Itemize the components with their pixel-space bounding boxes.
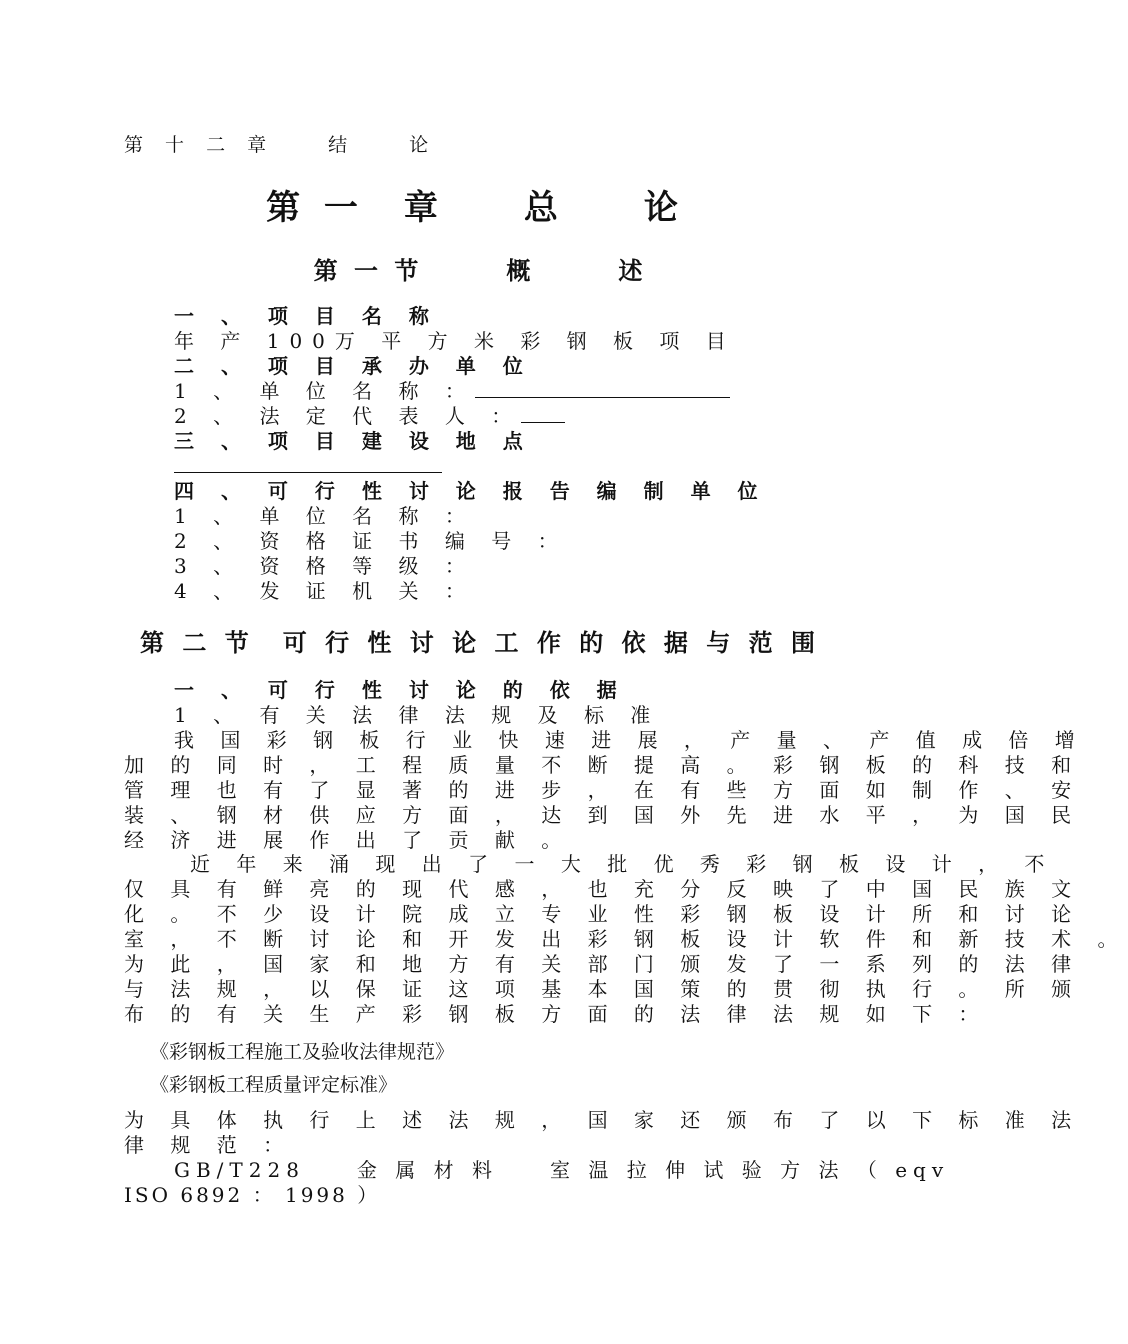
legal-rep-row	[174, 404, 565, 429]
org-item: 1 、 单 位 名 称 ：	[174, 504, 475, 528]
section1-title: 第 一 节 概 述	[313, 256, 647, 285]
heading-report-org: 四 、 可 行 性 讨 论 报 告 编 制 单 位	[174, 479, 768, 503]
legal-rep-label: 2 、 法 定 代 表 人 ：	[174, 404, 522, 428]
para1-line: 管 理 也 有 了 显 著 的 进 步 ， 在 有 些 方 面 如 制 作 、 安	[124, 778, 1082, 802]
law-title: 《彩钢板工程施工及验收法律规范》	[150, 1041, 455, 1063]
org-item: 4 、 发 证 机 关 ：	[174, 579, 475, 603]
para1-line: 我 国 彩 钢 板 行 业 快 速 进 展 ， 产 量 、 产 值 成 倍 增	[174, 728, 1085, 752]
para3-line: 为 具 体 执 行 上 述 法 规 ， 国 家 还 颁 布 了 以 下 标 准 法	[124, 1108, 1082, 1132]
toc-line: 第 十 二 章 结 论	[124, 134, 437, 156]
project-name-value: 年 产 100万 平 方 米 彩 钢 板 项 目	[174, 329, 736, 353]
heading-sponsor: 二 、 项 目 承 办 单 位	[174, 354, 533, 378]
section2-title: 第 二 节 可 行 性 讨 论 工 作 的 依 据 与 范 围	[140, 628, 820, 657]
heading-basis: 一 、 可 行 性 讨 论 的 依 据	[174, 678, 627, 702]
unit-name-blank	[475, 379, 730, 398]
heading-site: 三 、 项 目 建 设 地 点	[174, 429, 533, 453]
heading-project-name: 一 、 项 目 名 称	[174, 304, 439, 328]
para1-line: 经 济 进 展 作 出 了 贡 献 。	[124, 828, 572, 852]
org-item: 2 、 资 格 证 书 编 号 ：	[174, 529, 568, 553]
para2-line: 室 ， 不 断 讨 论 和 开 发 出 彩 钢 板 设 计 软 件 和 新 技 术 。	[124, 927, 1128, 951]
para2-line: 化 。 不 少 设 计 院 成 立 专 业 性 彩 钢 板 设 计 所 和 讨 论	[124, 902, 1082, 926]
para1-line: 装 、 钢 材 供 应 方 面 ， 达 到 国 外 先 进 水 平 ， 为 国 民	[124, 803, 1082, 827]
chapter-title: 第 一 章 总 论	[266, 188, 684, 228]
para2-line: 布 的 有 关 生 产 彩 钢 板 方 面 的 法 律 法 规 如 下 ：	[124, 1002, 989, 1026]
para2-line: 与 法 规 ， 以 保 证 这 项 基 本 国 策 的 贯 彻 执 行 。 所 颁	[124, 977, 1082, 1001]
subheading-laws: 1 、 有 关 法 律 法 规 及 标 准	[174, 703, 661, 727]
unit-name-row	[174, 379, 730, 404]
org-item: 3 、 资 格 等 级 ：	[174, 554, 475, 578]
site-blank	[174, 472, 442, 473]
unit-name-label: 1 、 单 位 名 称 ：	[174, 379, 475, 403]
standard-line: ISO 6892 ： 1998 ）	[124, 1183, 381, 1207]
para2-line: 仅 具 有 鲜 亮 的 现 代 感 ， 也 充 分 反 映 了 中 国 民 族 文	[124, 877, 1082, 901]
para3-line: 律 规 范 ：	[124, 1133, 294, 1157]
para2-line: 为 此 ， 国 家 和 地 方 有 关 部 门 颁 发 了 一 系 列 的 法 律	[124, 952, 1082, 976]
para2-line: 近 年 来 涌 现 出 了 一 大 批 优 秀 彩 钢 板 设 计 ， 不	[190, 852, 1055, 876]
standard-line: GB/T228 金 属 材 料 室 温 拉 伸 试 验 方 法 （ eqv	[174, 1158, 950, 1182]
law-title: 《彩钢板工程质量评定标准》	[150, 1074, 398, 1096]
legal-rep-blank	[521, 404, 565, 423]
para1-line: 加 的 同 时 ， 工 程 质 量 不 断 提 高 。 彩 钢 板 的 科 技 和	[124, 753, 1082, 777]
